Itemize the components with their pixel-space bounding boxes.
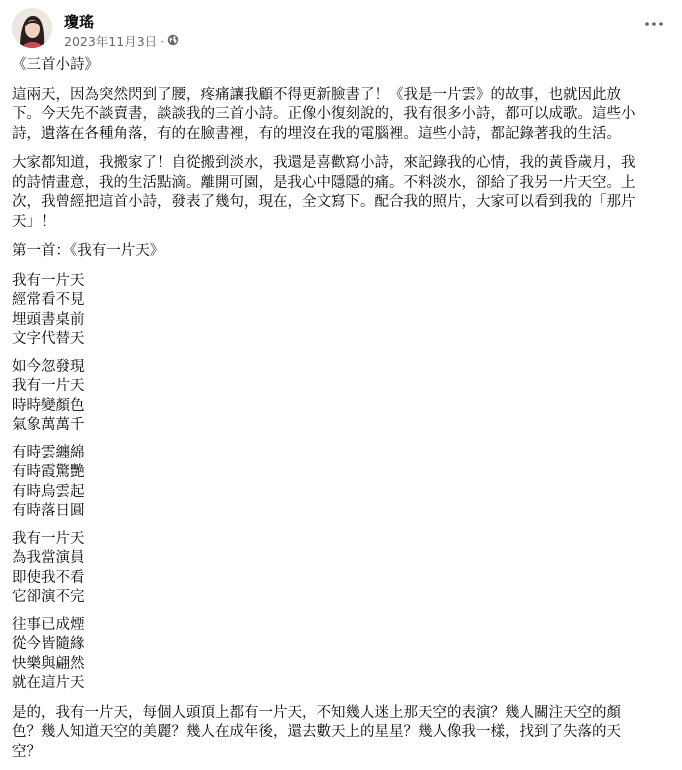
author-name[interactable]: 瓊瑤 (64, 13, 95, 31)
poem-line: 即使我不看 (12, 569, 85, 586)
more-options-icon[interactable] (642, 14, 666, 34)
intro-line: 詩，遺落在各種角落，有的在臉書裡，有的埋沒在我的電腦裡。這些小詩，都記錄著我的生活。 (12, 125, 621, 142)
poem-line: 就在這片天 (12, 675, 85, 691)
poem-line: 它卻演不完 (12, 589, 85, 605)
poem-line: 有時烏雲起 (12, 483, 85, 500)
poem-stanza (12, 444, 668, 522)
poem-line: 我有一片天 (12, 530, 85, 547)
poem-line: 從今皆隨緣 (12, 636, 85, 652)
intro-line: 這兩天，因為突然閃到了腰，疼痛讓我顧不得更新臉書了！《我是一片雲》的故事，也就因此放 (12, 86, 621, 103)
globe-icon (167, 34, 179, 49)
paragraph-line: 次，我曾經把這首小詩，發表了幾句，現在，全文寫下。配合我的照片，大家可以看到我的「那片 (12, 194, 636, 210)
poem-line: 往事已成煙 (12, 616, 85, 633)
poem-stanza (12, 616, 668, 694)
poem-line: 經常看不見 (12, 292, 85, 308)
poem-stanza (12, 272, 668, 350)
intro-line: 下。今天先不談賣書，談談我的三首小詩。正像小復刻說的，我有很多小詩，都可以成歌。這些小 (12, 106, 636, 122)
post-body (12, 56, 668, 762)
poem-line: 為我當演員 (12, 550, 85, 566)
paragraph-line: 天」！ (12, 213, 56, 230)
poem-line: 如今忽發現 (12, 358, 85, 375)
poem-line: 有時雲纏綿 (12, 444, 85, 461)
poem-line: 有時落日圓 (12, 503, 85, 519)
meta-separator: · (160, 33, 165, 49)
poem-line: 時時變顏色 (12, 397, 85, 414)
poem-stanza (12, 358, 668, 436)
post-date[interactable]: 2023年11月3日 (64, 34, 158, 49)
closing-line: 是的，我有一片天，每個人頭頂上都有一片天，不知幾人迷上那天空的表演？幾人關注天空的顏 (12, 704, 621, 721)
poem-line: 文字代替天 (12, 331, 85, 347)
paragraph-line: 大家都知道，我搬家了！自從搬到淡水，我還是喜歡寫小詩，來記錄我的心情，我的黃昏歲月，我 (12, 155, 636, 171)
closing-line: 空？ (12, 743, 41, 760)
closing-line: 色？幾人知道天空的美麗？幾人在成年後，還去數天上的星星？幾人像我一樣，找到了失落的天 (12, 724, 621, 740)
poem-line: 我有一片天 (12, 378, 85, 394)
poem-line: 氣象萬萬千 (12, 417, 85, 433)
poem-line: 我有一片天 (12, 272, 85, 289)
poem-title: 第一首：《我有一片天》 (12, 243, 165, 259)
post-title: 《三首小詩》 (12, 57, 99, 73)
poem-line: 有時霞驚艷 (12, 464, 85, 480)
paragraph-line: 的詩情畫意，我的生活點滴。離開可園，是我心中隱隱的痛。不料淡水，卻給了我另一片天空。上 (12, 174, 636, 191)
post-meta (64, 32, 179, 50)
post-header (12, 8, 670, 52)
poem-line: 埋頭書桌前 (12, 311, 85, 328)
poem-line: 快樂與翩然 (12, 655, 85, 672)
author-avatar[interactable] (12, 8, 52, 48)
poem-stanza (12, 530, 668, 608)
